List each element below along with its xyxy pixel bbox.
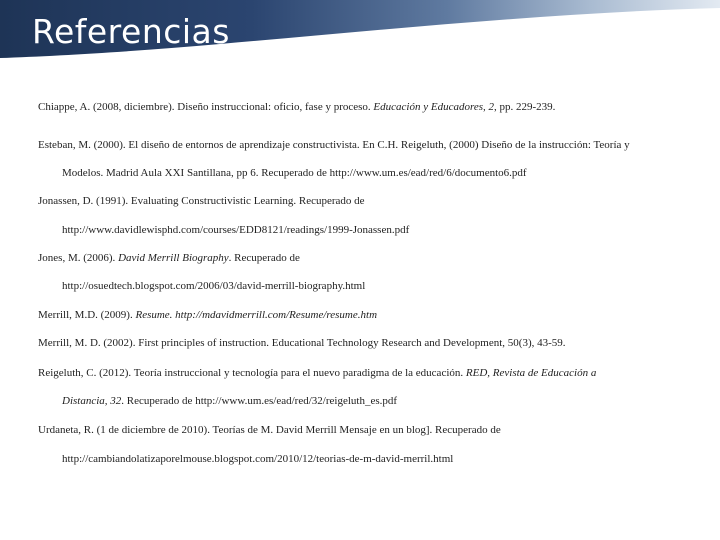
reference-text: Jonassen, D. (1991). Evaluating Constructivistic Learning. Recuperado de: [38, 195, 365, 207]
reference-text: Merrill, M.D. (2009).: [38, 309, 136, 321]
reference-jonassen-url: [62, 223, 409, 237]
reference-urdaneta: [38, 423, 501, 437]
reference-journal: Educación y Educadores, 2: [373, 101, 494, 113]
reference-url: http://www.davidlewisphd.com/courses/EDD8121/readings/1999-Jonassen.pdf: [62, 224, 410, 236]
reference-text: Urdaneta, R. (1 de diciembre de 2010). Teorías de M. David Merrill Mensaje en un blog]. Recuperado de: [38, 424, 501, 436]
title-banner: [0, 0, 720, 62]
reference-url: http://cambiandolatizaporelmouse.blogspot.com/2010/12/teorias-de-m-david-merril.html: [62, 453, 454, 465]
reference-jones: [38, 251, 300, 265]
reference-esteban-continued: [62, 166, 527, 180]
reference-merrill-2002: [38, 336, 566, 350]
reference-jones-url: [62, 279, 365, 293]
reference-text: Reigeluth, C. (2012). Teoría instruccional y tecnología para el nuevo paradigma de la educación.: [38, 367, 466, 379]
reference-text: Merrill, M. D. (2002). First principles of instruction. Educational Technology Research and Development, 50(3), 43-59.: [38, 337, 566, 349]
slide-title: Referencias: [32, 12, 230, 51]
reference-esteban: [38, 138, 630, 152]
reference-urdaneta-url: [62, 452, 453, 466]
reference-journal: Distancia, 32: [62, 395, 122, 407]
reference-title: Resume. http://mdavidmerrill.com/Resume/resume.htm: [135, 309, 378, 321]
reference-text: , pp. 229-239.: [493, 101, 556, 113]
reference-merrill-2009: [38, 308, 377, 322]
reference-journal: RED, Revista de Educación a: [465, 367, 597, 379]
reference-url: . Recuperado de http://www.um.es/ead/red/32/reigeluth_es.pdf: [121, 395, 398, 407]
reference-reigeluth-continued: [62, 394, 397, 408]
reference-url: http://osuedtech.blogspot.com/2006/03/david-merrill-biography.html: [62, 280, 366, 292]
reference-text: Jones, M. (2006).: [38, 252, 119, 264]
reference-chiappe: [38, 100, 555, 114]
reference-text: Chiappe, A. (2008, diciembre). Diseño instruccional: oficio, fase y proceso.: [38, 101, 374, 113]
reference-text: . Recuperado de: [228, 252, 300, 264]
reference-text: Esteban, M. (2000). El diseño de entornos de aprendizaje constructivista. En C.H. Reigeluth, (2000) Diseño de la instrucción: Teoría y: [38, 139, 630, 151]
reference-text: Modelos. Madrid Aula XXI Santillana, pp 6. Recuperado de http://www.um.es/ead/red/6/documento6.pdf: [62, 167, 527, 179]
reference-title: David Merrill Biography: [118, 252, 229, 264]
reference-jonassen: [38, 194, 365, 208]
reference-reigeluth: [38, 366, 596, 380]
